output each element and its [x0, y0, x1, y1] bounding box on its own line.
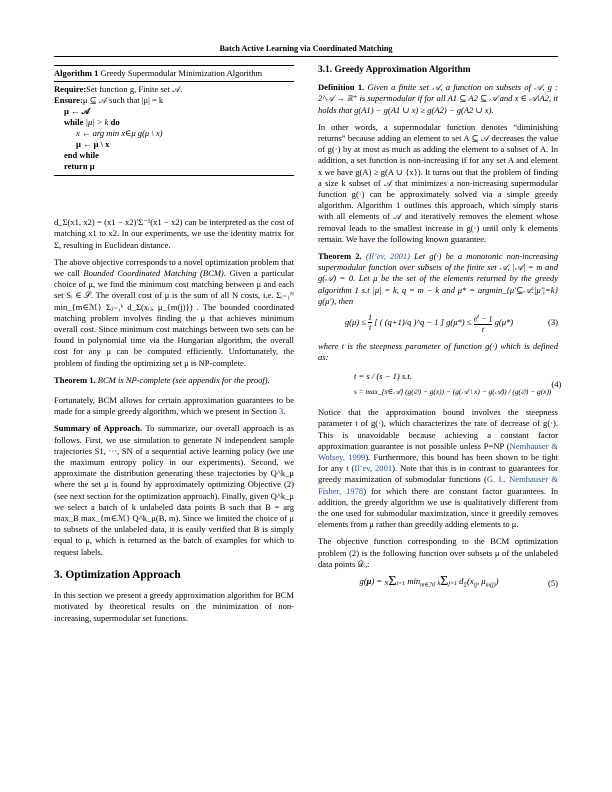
subsection-3-1-heading: 3.1. Greedy Approximation Algorithm [318, 65, 471, 75]
paragraph-bcm: The above objective corresponds to a novel optimization problem that we call Bounded Coordinated Matching (BCM). Given a particular choice of μ, we find the minimum cost matching between μ and each set Sᵢ ∈ 𝒮. The overall cost of μ is the sum of all N costs, i.e. Σᵢ₌₁ᴺ min_{m∈ℳ} Σⱼ₌₁ᵏ d_Σ(xᵢⱼ, μ_{m(j)}) . The bounded coordinated matching problem involves finding the μ that achieves minimum overall cost. Since minimum cost matchings between two sets can be found in polynomial time via the Hungarian algorithm, the overall cost for any μ can be computed efficiently. Unfortunately, the problem of finding the optimizing set μ is NP-complete. [54, 256, 294, 368]
algorithm-title: Algorithm 1 Greedy Supermodular Minimization Algorithm [54, 67, 294, 82]
algorithm-ensure: Ensure:μ ⊆ 𝒜 such that |μ| = k [54, 95, 164, 106]
algorithm-line-while: while |μ| > k do [64, 117, 120, 128]
citation-ilev[interactable]: (Il’ev, 2001) [361, 251, 410, 262]
algorithm-line-remove: μ ← μ \ x [76, 139, 110, 150]
equation-5: g(μ) = NΣi=1 $\min_{m\in ℳ} k\Sigma j=1$ $d_\Sigma(x_{ij}$, $\mu_{m(j)}$) (5) [359, 574, 558, 589]
definition-1: Definition 1. Given a finite set 𝒜, a function on subsets of 𝒜, g : 2^𝒜 → ℝ⁺ is supermodular if for all A1 ⊆ A2 ⊆ 𝒜 and x ∈ 𝒜\A2, it holds that g(A1) − g(A1 ∪ x) ≥ g(A2) − g(A2 ∪ x). [318, 82, 558, 115]
theorem-2: Theorem 2. (Il’ev, 2001) Let g(·) be a monotonic non-increasing supermodular function over subsets of the finite set 𝒜, |𝒜| = m and g(𝒜) = 0. Let μ be the set of the elements returned by the greedy algorithm 1 s.t |μ| = k, q = m − k and μ* = argmin_{μ′⊆𝒜:|μ′|=k} g(μ′), then [318, 251, 559, 306]
section-3-heading: 3. Optimization Approach [54, 568, 181, 581]
citation-nemhauser-wolsey[interactable]: Nemhauser & Wolsey, 1999 [318, 440, 558, 462]
paragraph-objective: The objective function corresponding to the BCM optimization problem (2) is the following function over subsets μ of the unlabeled data points 𝒟ᵤ: [318, 536, 558, 569]
paragraph-steepness: where t is the steepness parameter of function g(·) which is defined as: [318, 340, 558, 362]
paragraph-diminishing-returns: In other words, a supermodular function denotes “diminishing returns” because adding an element to set A ⊆ 𝒜 decreases the value of g(·) by at most as much as adding the element to a subset of A. In addition, a set function is non-increasing if for any set A and element x we have g(A) ≥ g(A ∪ {x}). It turns out that the problem of finding a size k subset of 𝒜 that minimizes a non-increasing supermodular function g(·) can be approximately solved via a simple greedy algorithm. Algorithm 1 outlines this approach, which simply starts with all elements of 𝒜 and iteratively removes the element whose removal leads to the smallest increase in g(·) until only k elements remain. We have the following known guarantee. [318, 121, 558, 244]
paragraph-bound: Notice that the approximation bound involves the steepness parameter t of g(·), which characterizes the rate of decrease of g(·). This is unavoidable because achieving a constant factor approximation guarantee is not possible unless P=NP (Nemhauser & Wolsey, 1999). Furthermore, this bound has been shown to be tight for any t (Il’ev, 2001). Note that this is in contrast to guarantees for greedy maximization of submodular functions (G. L. Nemhauser & Fisher, 1978) for which there are constant factor guarantees. In addition, the greedy algorithm we use is qualitatively different from the one used for submodular maximization, since it greedily removes elements from μ rather than greedily adding elements to μ. [318, 407, 558, 530]
running-head: Batch Active Learning via Coordinated Matching [219, 44, 393, 53]
left-column [54, 65, 294, 630]
equation-3-number: (3) [548, 317, 558, 328]
theorem-1: Theorem 1. BCM is NP-complete (see appendix for the proof). [54, 374, 270, 385]
citation-ilev-2001[interactable]: Il’ev, 2001 [354, 463, 393, 474]
algorithm-box [54, 65, 294, 176]
equation-4-number: (4) [551, 378, 562, 389]
algorithm-line-endwhile: end while [64, 150, 99, 161]
algorithm-line-argmin: x ← arg min x∈μ g(μ \ x) [76, 128, 163, 139]
header-rule [54, 56, 558, 57]
equation-4: t = s / (s − 1) s.t. s = max_{x∈𝒜} (g(∅) − g(x)) − (g(𝒜 \ x) − g(𝒜)) / (g(∅) − g(x)) (4) [354, 371, 562, 397]
algorithm-line-return: return μ [64, 161, 95, 172]
algorithm-require: Require:Set function g, Finite set 𝒜. [54, 84, 183, 95]
equation-5-number: (5) [548, 578, 558, 589]
paragraph-section3-intro: In this section we present a greedy approximation algorithm for BCM motivated by theoretical results on the minimization of non-increasing, supermodular set functions. [54, 590, 294, 623]
equation-3: g(μ) ≤ $\frac{1}{t}$ [ ( (q+1)/q )^q − 1 ] g(μ*) ≤ $\frac{e^t - 1}{t}$ g(μ*) (3) [344, 313, 558, 334]
paragraph-distance: d_Σ(x1, x2) = (x1 − x2)′Σ⁻¹(x1 − x2) can be interpreted as the cost of matching x1 to x2. In our experiments, we use the identity matrix for Σ, resulting in Euclidean distance. [54, 217, 294, 250]
citation-nemhauser-fisher[interactable]: G. L. Nemhauser & Fisher, 1978 [318, 474, 558, 496]
algorithm-line-init: μ ← 𝒜 [64, 106, 90, 117]
section-ref-link[interactable]: 3 [279, 406, 284, 417]
right-column [318, 65, 562, 599]
paragraph-summary: Summary of Approach. To summarize, our overall approach is as follows. First, we use simulation to generate N independent sample trajectories S1, ···, SN of a sequential active learning policy (we use the maximum entropy policy in our experiments). Second, we approximate the distribution generating these trajectories by Q^k_μ where the set μ is found by approximately optimizing Objective (2) (see next section for the optimization approach). Finally, given Q^k_μ we select a batch of k unlabeled data points B such that B = arg max_B max_{m∈ℳ} Q^k_μ(B, m). Since we limited the choice of μ to subsets of the unlabeled data, it is easily verified that B is simply equal to μ, which is returned as the batch of examples for which to request labels. [54, 423, 294, 557]
paragraph-fortunately: Fortunately, BCM allows for certain approximation guarantees to be made for a simple greedy algorithm, which we present in Section 3. [54, 395, 294, 417]
